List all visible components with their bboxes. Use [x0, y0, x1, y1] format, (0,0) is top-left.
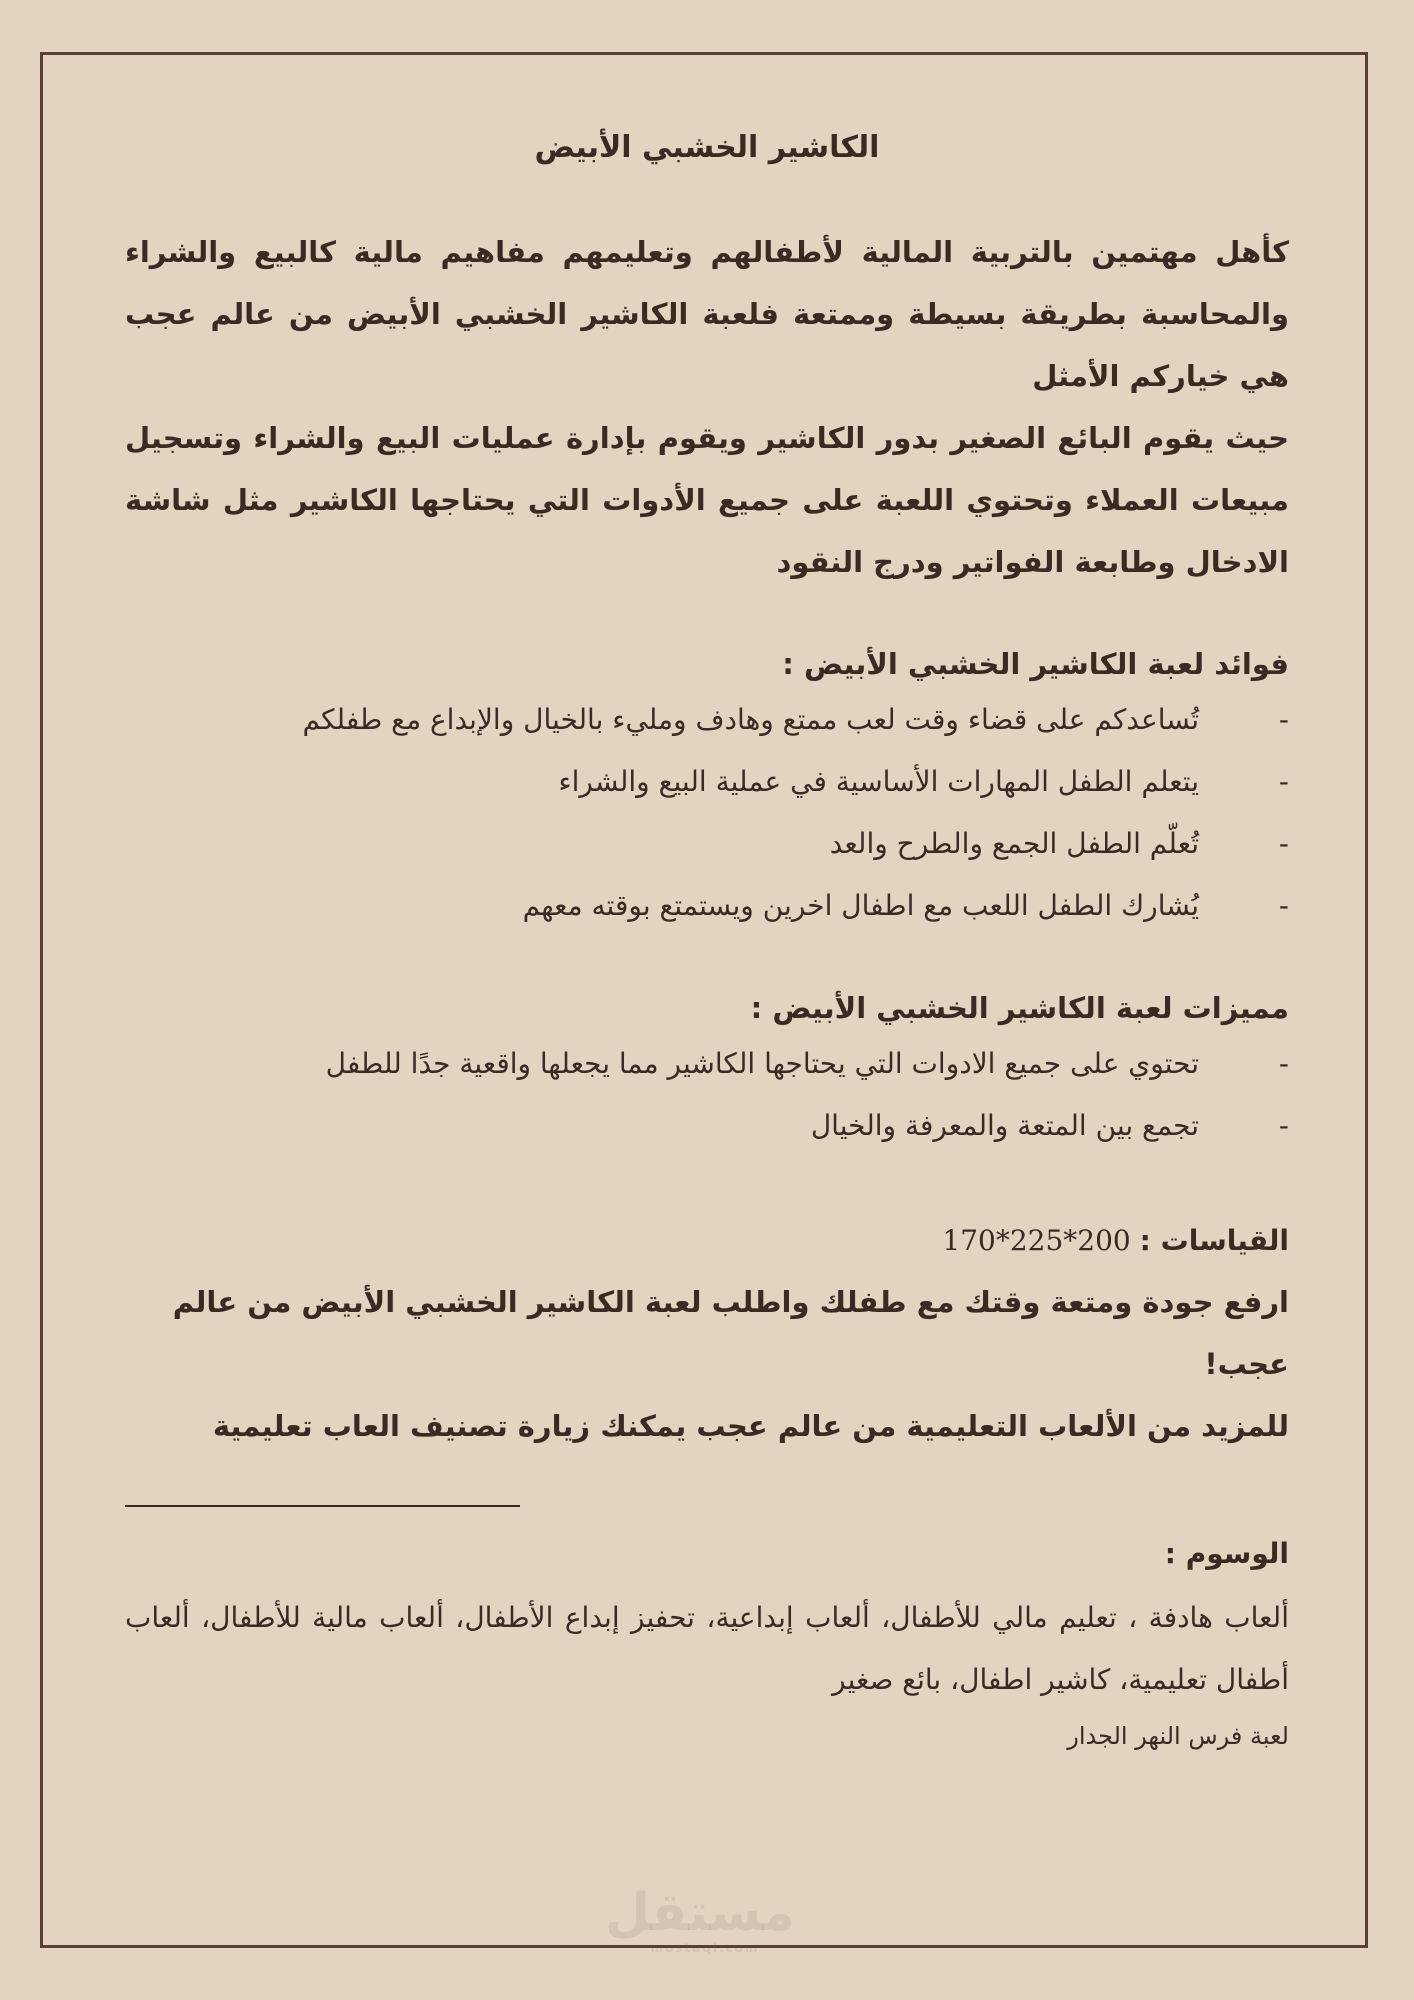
document-content [125, 130, 1289, 1761]
benefit-text: تُساعدكم على قضاء وقت لعب ممتع وهادف ومليء بالخيال والإبداع مع طفلكم [302, 703, 1199, 736]
intro-paragraph-1: كأهل مهتمين بالتربية المالية لأطفالهم وتعليمهم مفاهيم مالية كالبيع والشراء والمحاسبة بطريقة بسيطة وممتعة فلعبة الكاشير الخشبي الأبيض من عالم عجب هي خياركم الأمثل [125, 235, 1289, 393]
watermark-sub: mostaql.com [650, 1941, 760, 1955]
list-item [125, 1033, 1289, 1095]
sizes-line [125, 1211, 1289, 1271]
bullet-dash: - [1278, 1047, 1289, 1080]
benefits-heading: فوائد لعبة الكاشير الخشبي الأبيض : [782, 647, 1289, 681]
sizes-value: 170*225*200 [942, 1224, 1131, 1257]
intro-paragraph-2: حيث يقوم البائع الصغير بدور الكاشير ويقوم بإدارة عمليات البيع والشراء وتسجيل مبيعات العملاء وتحتوي اللعبة على جميع الأدوات التي يحتاجها الكاشير مثل شاشة الادخال وطابعة الفواتير ودرج النقود [125, 421, 1289, 579]
bullet-dash: - [1278, 827, 1289, 860]
bullet-dash: - [1278, 765, 1289, 798]
bullet-dash: - [1278, 889, 1289, 922]
feature-text: تحتوي على جميع الادوات التي يحتاجها الكاشير مما يجعلها واقعية جدًا للطفل [325, 1047, 1199, 1080]
benefits-list [125, 689, 1289, 937]
extra-note: لعبة فرس النهر الجدار [1067, 1722, 1289, 1750]
divider-container [125, 1457, 1289, 1527]
divider [125, 1505, 520, 1507]
bullet-dash: - [1278, 703, 1289, 736]
list-item [125, 751, 1289, 813]
list-item [125, 875, 1289, 937]
watermark-logo [604, 1883, 795, 1955]
cta-line-1: ارفع جودة ومتعة وقتك مع طفلك واطلب لعبة الكاشير الخشبي الأبيض من عالم عجب! [172, 1285, 1289, 1381]
benefit-text: تُعلّم الطفل الجمع والطرح والعد [829, 827, 1199, 860]
sizes-label: القياسات : [1139, 1224, 1289, 1257]
tags-heading: الوسوم : [1164, 1537, 1289, 1570]
features-list [125, 1033, 1289, 1157]
page-title: الكاشير الخشبي الأبيض [534, 130, 880, 165]
list-item [125, 1095, 1289, 1157]
list-item [125, 689, 1289, 751]
watermark-text: مستقل [604, 1883, 795, 1943]
cta-line-2: للمزيد من الألعاب التعليمية من عالم عجب يمكنك زيارة تصنيف العاب تعليمية [212, 1409, 1289, 1443]
benefit-text: يتعلم الطفل المهارات الأساسية في عملية البيع والشراء [558, 765, 1199, 798]
intro-text [125, 221, 1289, 593]
tags-text: ألعاب هادفة ، تعليم مالي للأطفال، ألعاب إبداعية، تحفيز إبداع الأطفال، ألعاب مالية للأطفال، ألعاب أطفال تعليمية، كاشير اطفال، بائع صغير [125, 1601, 1289, 1696]
list-item [125, 813, 1289, 875]
bullet-dash: - [1278, 1109, 1289, 1142]
features-heading: مميزات لعبة الكاشير الخشبي الأبيض : [750, 991, 1289, 1025]
feature-text: تجمع بين المتعة والمعرفة والخيال [810, 1109, 1199, 1142]
benefit-text: يُشارك الطفل اللعب مع اطفال اخرين ويستمتع بوقته معهم [522, 889, 1199, 922]
